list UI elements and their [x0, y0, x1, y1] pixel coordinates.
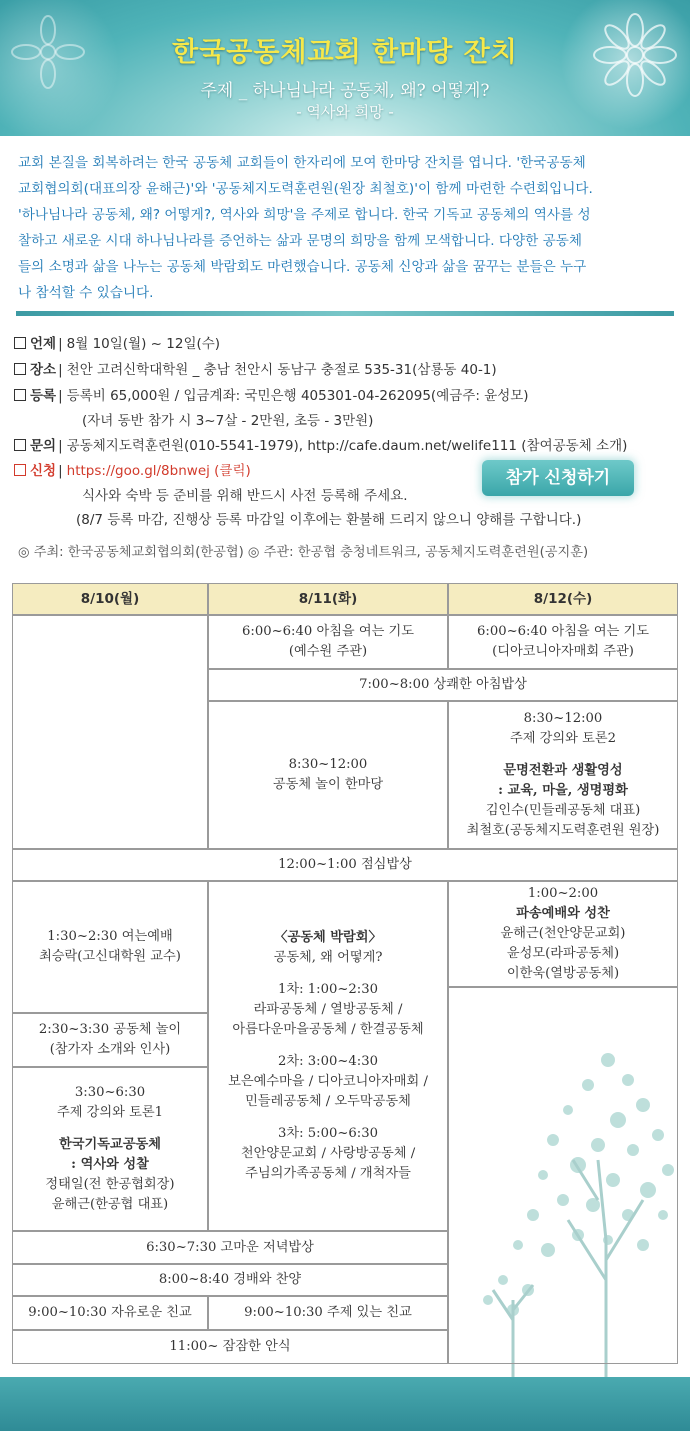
day3-afternoon-empty	[448, 987, 678, 1364]
day3-closing-title: 파송예배와 성찬	[516, 906, 610, 921]
day3-closing-speaker3: 이한욱(열방공동체)	[506, 966, 620, 981]
info-registration: 등록 | 등록비 65,000원 / 입금계좌: 국민은행 405301-04-262095(예금주: 윤성모)	[14, 384, 529, 404]
info-apply-deadline: (8/7 등록 마감, 진행상 등록 마감일 이후에는 환불해 드리지 않으니 양해를 구합니다.)	[76, 512, 582, 528]
day3-morning-topic1: 문명전환과 생활영성	[503, 763, 623, 778]
checkbox-icon	[14, 439, 26, 451]
info-apply: 신청 | https://goo.gl/8bnwej (클릭)	[14, 459, 251, 479]
lunch: 12:00~1:00 점심밥상	[12, 849, 678, 881]
intro-line: 나 참석할 수 있습니다.	[18, 285, 154, 301]
apply-link[interactable]: https://goo.gl/8bnwej (클릭)	[66, 463, 251, 479]
event-title: 한국공동체교회 한마당 잔치	[172, 37, 518, 68]
day1-play-note: (참가자 소개와 인사)	[49, 1042, 171, 1057]
day1-community-play	[12, 1013, 208, 1067]
day2-morning-prayer	[208, 615, 448, 669]
fair-session3-time: 3차: 5:00~6:30	[277, 1126, 379, 1141]
day2-prayer-host: (예수원 주관)	[288, 644, 368, 659]
event-theme-sub: - 역사와 희망 -	[296, 103, 394, 121]
info-contact-label: 문의	[30, 438, 57, 454]
intro-line: 들의 소명과 삶을 나누는 공동체 박람회도 마련했습니다. 공동체 신앙과 삶을 꿈꾸는 분들은 누구	[18, 259, 587, 275]
info-reg-note: (자녀 동반 참가 시 3~7살 - 2만원, 초등 - 3만원)	[82, 413, 374, 429]
fair-session1-time: 1차: 1:00~2:30	[277, 982, 379, 997]
event-theme: 주제 _ 하나님나라 공동체, 왜? 어떻게?	[200, 81, 490, 101]
schedule-table	[12, 583, 678, 1364]
day3-closing-speaker1: 윤해근(천안양문교회)	[500, 926, 626, 941]
day3-morning-speaker2: 최철호(공동체지도력훈련원 원장)	[466, 823, 660, 838]
rest: 11:00~ 잠잠한 안식	[12, 1330, 448, 1364]
day3-morning-speaker1: 김인수(민들레공동체 대표)	[485, 803, 641, 818]
day1-worship-speaker: 최승락(고신대학원 교수)	[39, 949, 181, 964]
day1-lecture	[12, 1067, 208, 1231]
organizers: ◎ 주최: 한국공동체교회협의회(한공협) ◎ 주관: 한공협 충청네트워크, 공동체지도력훈련원(공지훈)	[18, 545, 589, 560]
day3-morning-session	[448, 701, 678, 849]
day1-morning-empty	[12, 615, 208, 849]
day2-morning-session	[208, 701, 448, 849]
info-where-label: 장소	[30, 362, 57, 378]
info-contact: 문의 | 공동체지도력훈련원(010-5541-1979), http://cafe.daum.net/welife111 (참여공동체 소개)	[14, 434, 627, 454]
info-where: 장소 | 천안 고려신학대학원 _ 충남 천안시 동남구 충절로 535-31(삼룡동 40-1)	[14, 358, 497, 378]
info-when-value: 8월 10일(월) ~ 12일(수)	[66, 336, 221, 352]
info-when-label: 언제	[30, 336, 57, 352]
day3-morning-prayer	[448, 615, 678, 669]
day2-fellowship: 9:00~10:30 주제 있는 친교	[208, 1296, 448, 1330]
checkbox-icon	[14, 464, 26, 476]
day3-morning-time: 8:30~12:00	[523, 711, 603, 726]
breakfast: 7:00~8:00 상쾌한 아침밥상	[208, 669, 678, 701]
day2-community-fair	[208, 881, 448, 1231]
header-day2: 8/11(화)	[208, 583, 448, 615]
day1-lecture-topic2: : 역사와 성찰	[71, 1157, 149, 1172]
day1-opening-worship	[12, 881, 208, 1013]
fair-session1-a: 라파공동체 / 열방공동체 /	[253, 1002, 403, 1017]
fair-session3-b: 주님의가족공동체 / 개척자들	[245, 1166, 411, 1181]
day2-morning-time: 8:30~12:00	[288, 757, 368, 772]
info-apply-note: 식사와 숙박 등 준비를 위해 반드시 사전 등록해 주세요.	[82, 488, 408, 504]
info-contact-value[interactable]: 공동체지도력훈련원(010-5541-1979), http://cafe.daum.net/welife111 (참여공동체 소개)	[66, 438, 628, 454]
day3-closing-worship	[448, 881, 678, 987]
checkbox-icon	[14, 389, 26, 401]
intro-line: '하나님나라 공동체, 왜? 어떻게?, 역사와 희망'을 주제로 합니다. 한국 기독교 공동체의 역사를 성	[18, 207, 591, 223]
day1-lecture-title: 주제 강의와 토론1	[57, 1105, 163, 1120]
day3-morning-topic2: : 교육, 마을, 생명평화	[498, 783, 628, 798]
header-day3: 8/12(수)	[448, 583, 678, 615]
apply-button[interactable]: 참가 신청하기	[482, 460, 634, 496]
day1-worship-time: 1:30~2:30 여는예배	[47, 929, 173, 944]
info-when: 언제 | 8월 10일(월) ~ 12일(수)	[14, 332, 220, 352]
day1-play-time: 2:30~3:30 공동체 놀이	[38, 1022, 182, 1037]
dinner: 6:30~7:30 고마운 저녁밥상	[12, 1231, 448, 1264]
intro-line: 교회협의회(대표의장 윤해근)'와 '공동체지도력훈련원(원장 최철호)'이 함께 마련한 수련회입니다.	[18, 181, 593, 197]
day1-lecture-topic1: 한국기독교공동체	[59, 1137, 161, 1152]
day1-lecture-speaker2: 윤해근(한공협 대표)	[51, 1197, 169, 1212]
fair-session3-a: 천안양문교회 / 사랑방공동체 /	[240, 1146, 416, 1161]
section-divider	[16, 311, 674, 316]
intro-paragraph	[18, 150, 674, 306]
intro-line: 찰하고 새로운 시대 하나님나라를 증언하는 삶과 문명의 희망을 함께 모색합니다. 다양한 공동체	[18, 233, 582, 249]
day3-prayer-time: 6:00~6:40 아침을 여는 기도	[476, 624, 650, 639]
fair-session2-time: 2차: 3:00~4:30	[277, 1054, 379, 1069]
info-apply-label: 신청	[30, 463, 57, 479]
day3-prayer-host: (디아코니아자매회 주관)	[492, 644, 634, 659]
day1-lecture-time: 3:30~6:30	[74, 1085, 146, 1100]
header-banner	[0, 0, 690, 136]
day3-morning-title: 주제 강의와 토론2	[510, 731, 616, 746]
intro-line: 교회 본질을 회복하려는 한국 공동체 교회들이 한자리에 모여 한마당 잔치를 엽니다. '한국공동체	[18, 155, 586, 171]
info-reg-value: 등록비 65,000원 / 입금계좌: 국민은행 405301-04-262095(예금주: 윤성모)	[66, 388, 529, 404]
footer-band	[0, 1377, 690, 1431]
day1-fellowship: 9:00~10:30 자유로운 친교	[12, 1296, 208, 1330]
info-where-value: 천안 고려신학대학원 _ 충남 천안시 동남구 충절로 535-31(삼룡동 40-1)	[66, 362, 497, 378]
day2-morning-title: 공동체 놀이 한마당	[272, 777, 384, 792]
info-reg-label: 등록	[30, 388, 57, 404]
day2-prayer-time: 6:00~6:40 아침을 여는 기도	[241, 624, 415, 639]
checkbox-icon	[14, 363, 26, 375]
fair-session2-a: 보은예수마을 / 디아코니아자매회 /	[228, 1074, 428, 1089]
day3-closing-time: 1:00~2:00	[527, 886, 599, 901]
fair-title: 〈공동체 박람회〉	[274, 930, 382, 945]
fair-session1-b: 아름다운마을공동체 / 한결공동체	[232, 1022, 424, 1037]
day1-lecture-speaker1: 정태일(전 한공협회장)	[45, 1177, 175, 1192]
fair-subtitle: 공동체, 왜 어떻게?	[273, 950, 383, 965]
praise-worship: 8:00~8:40 경배와 찬양	[12, 1264, 448, 1296]
header-day1: 8/10(월)	[12, 583, 208, 615]
day3-closing-speaker2: 윤성모(라파공동체)	[506, 946, 620, 961]
checkbox-icon	[14, 337, 26, 349]
fair-session2-b: 민들레공동체 / 오두막공동체	[245, 1094, 411, 1109]
